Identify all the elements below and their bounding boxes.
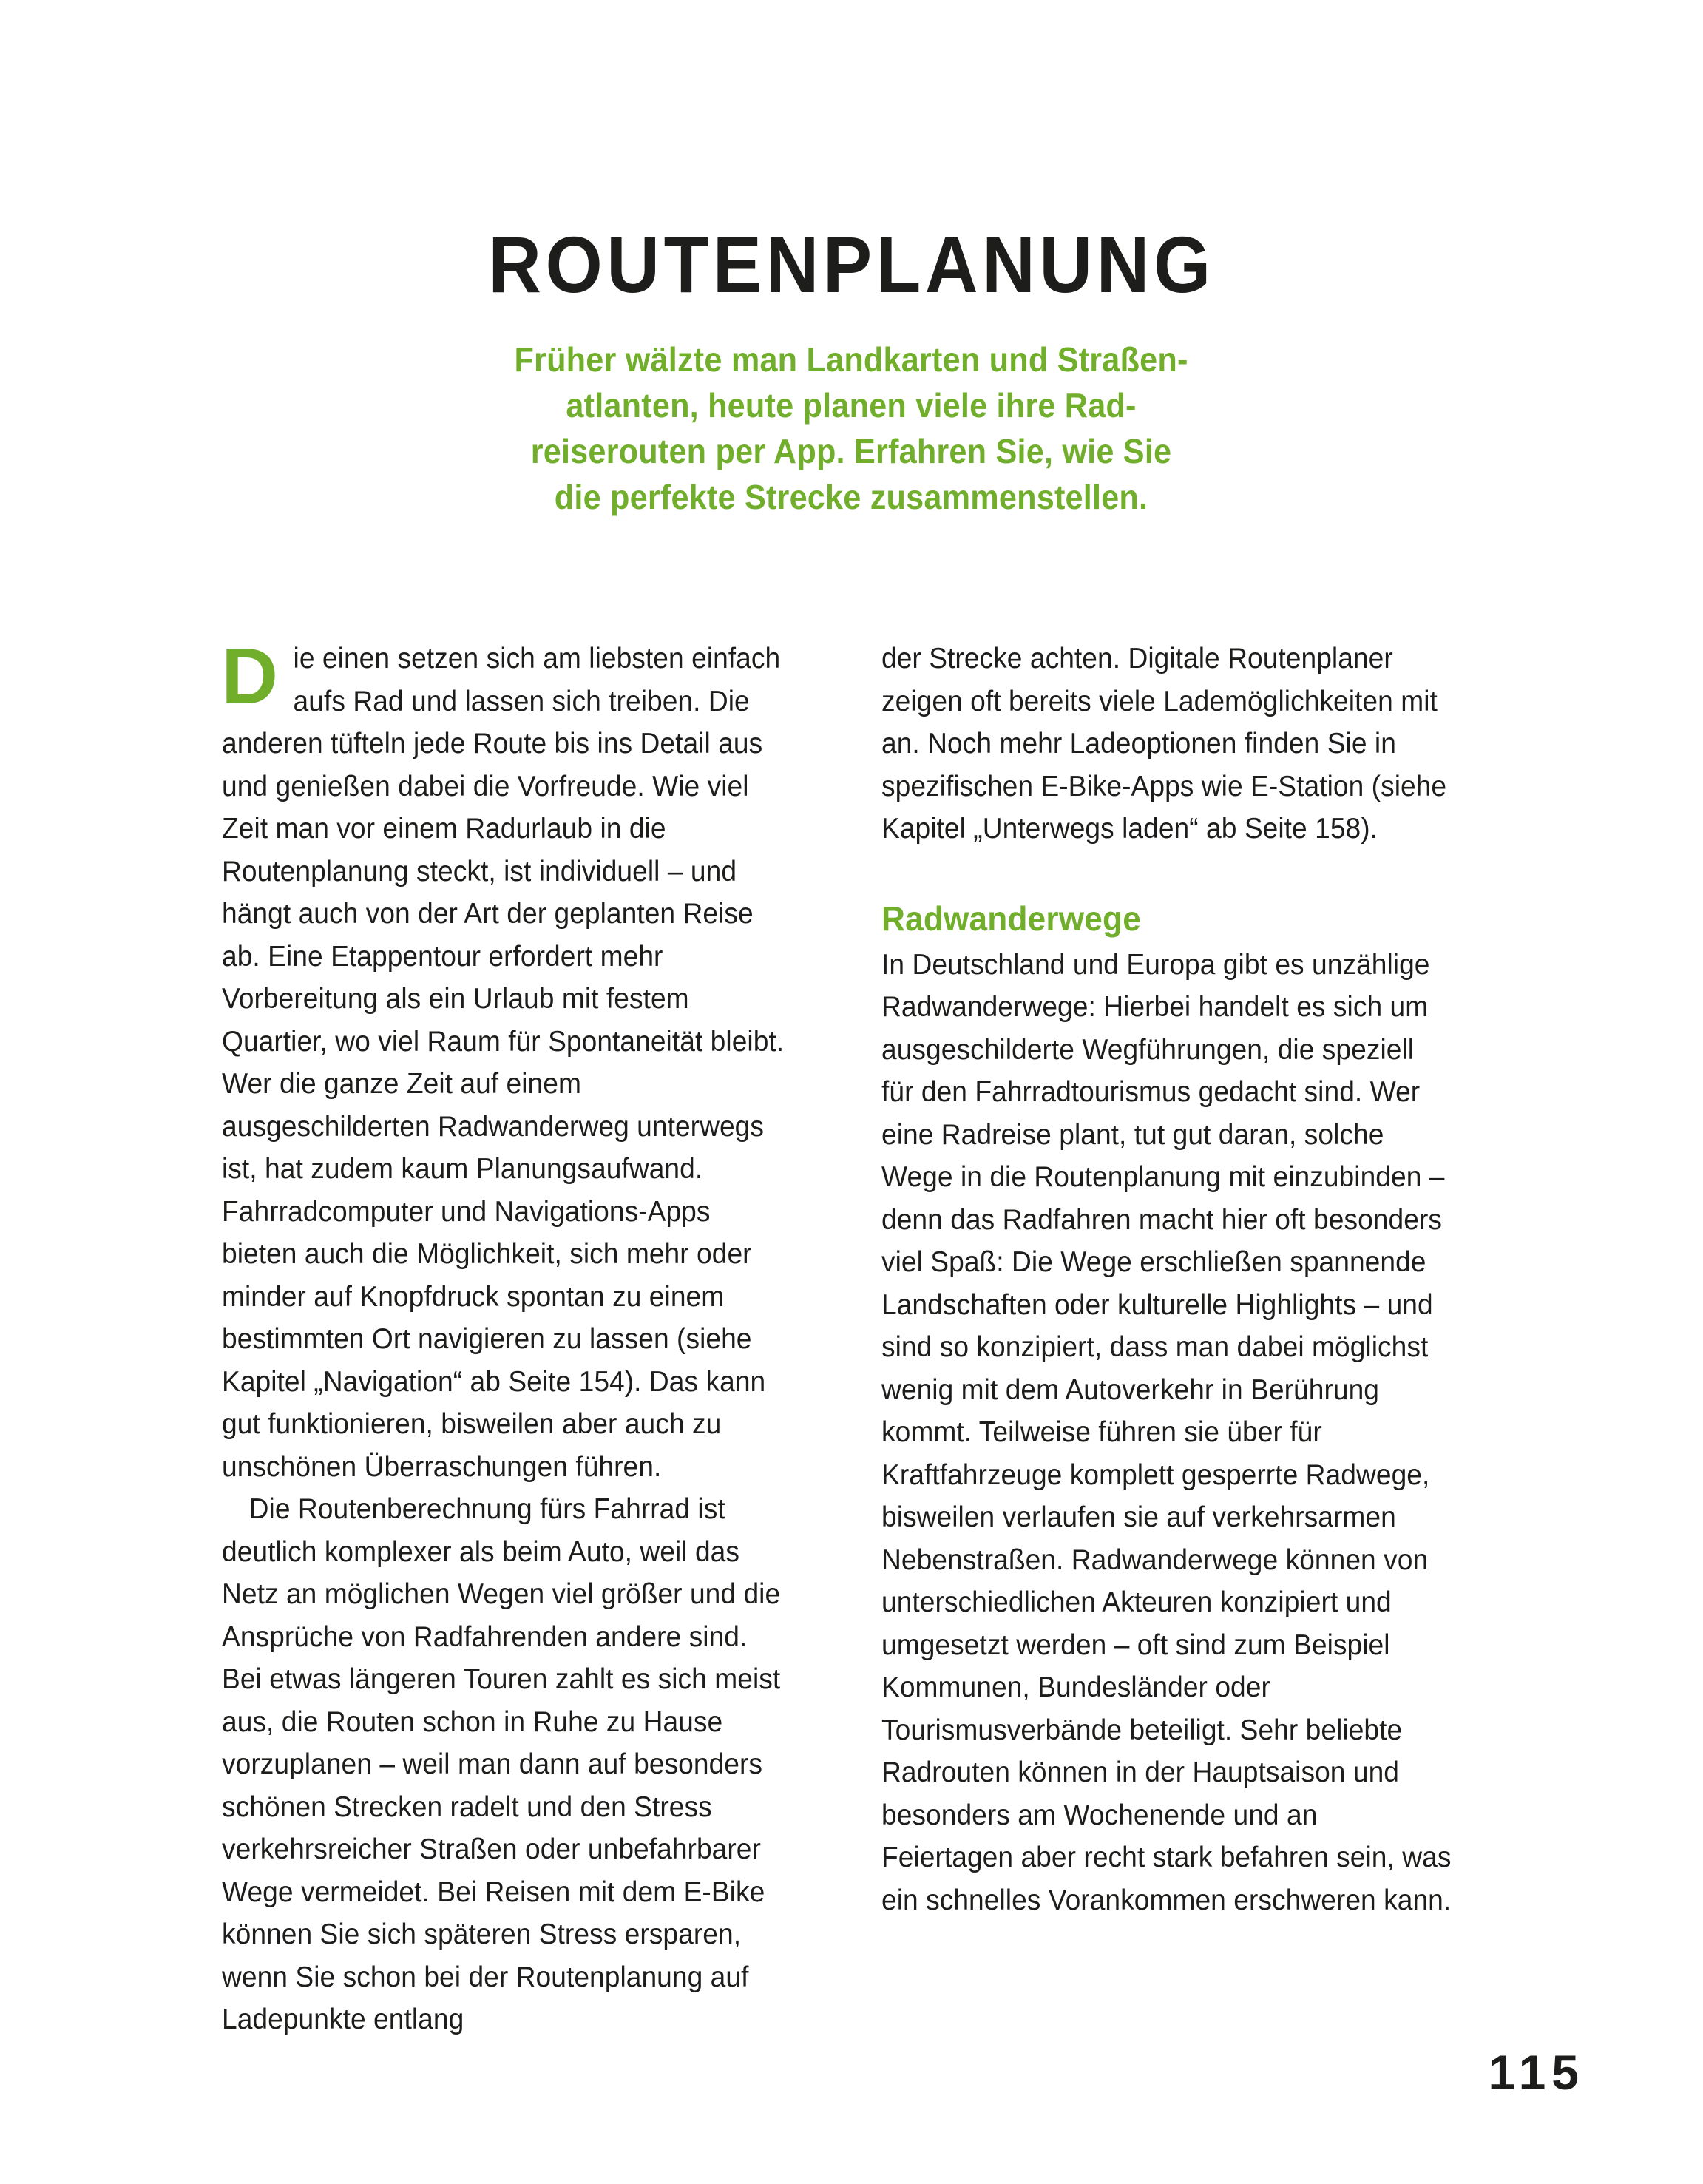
paragraph-text: ie einen setzen sich am liebsten einfach aufs Rad und lassen sich treiben. Die anderen tüfteln jede Route bis ins Detail aus und genießen dabei die Vorfreude. Wie viel Zeit man vor einem Radurlaub in die Routenplanung steckt, ist individuell – und hängt auch von der Art der geplanten Reise ab. Eine Etappentour erfordert mehr Vorbereitung als ein Urlaub mit festem Quartier, wo viel Raum für Spontaneität bleibt. Wer die ganze Zeit auf einem ausgeschilderten Radwanderweg unterwegs ist, hat zudem kaum Planungsaufwand. Fahrradcomputer und Navigations-Apps bieten auch die Möglichkeit, sich mehr oder minder auf Knopfdruck spontan zu einem bestimmten Ort navigieren zu lassen (siehe Kapitel „Navigation“ ab Seite 154). Das kann gut funktionieren, bisweilen aber auch zu unschönen Überraschungen führen.	[222, 643, 785, 1483]
page-title: ROUTENPLANUNG	[488, 220, 1215, 310]
paragraph	[221, 631, 793, 1488]
article-body	[221, 631, 1473, 2035]
standfirst-line: Früher wälzte man Landkarten und Straßen-	[514, 340, 1188, 379]
standfirst-line: reiserouten per App. Erfahren Sie, wie Sie	[530, 432, 1172, 470]
column-right	[881, 638, 1473, 1921]
standfirst	[334, 337, 1369, 520]
column-left	[221, 631, 813, 2041]
drop-cap: D	[221, 631, 279, 720]
section-heading: Radwanderwege	[881, 899, 1141, 938]
standfirst-line: die perfekte Strecke zusammenstellen.	[554, 478, 1148, 516]
paragraph: der Strecke achten. Digitale Routenplaner zeigen oft bereits viele Lademöglichkeiten mit an. Noch mehr Ladeoptionen finden Sie in spezifischen E-Bike-Apps wie E-Station (siehe Kapitel „Unterwegs laden“ ab Seite 158).	[881, 643, 1447, 845]
paragraph: Die Routenberechnung fürs Fahrrad ist deutlich komplexer als beim Auto, weil das Netz an möglichen Wegen viel größer und die Ansprüche von Radfahrenden andere sind. Bei etwas längeren Touren zahlt es sich meist aus, die Routen schon in Ruhe zu Hause vorzuplanen – weil man dann auf besonders schönen Strecken radelt und den Stress verkehrsreicher Straßen oder unbefahrbarer Wege vermeidet. Bei Reisen mit dem E-Bike können Sie sich späteren Stress ersparen, wenn Sie schon bei der Routenplanung auf Ladepunkte entlang	[222, 1493, 781, 2035]
standfirst-line: atlanten, heute planen viele ihre Rad-	[566, 386, 1137, 425]
paragraph: In Deutschland und Europa gibt es unzählige Radwanderwege: Hierbei handelt es sich um ausgeschilderte Wegführungen, die speziell für den Fahrradtourismus gedacht sind. Wer eine Radreise plant, tut gut daran, solche Wege in die Routenplanung mit einzubinden – denn das Radfahren macht hier oft besonders viel Spaß: Die Wege erschließen spannende Landschaften oder kulturelle Highlights – und sind so konzipiert, dass man dabei möglichst wenig mit dem Autoverkehr in Berührung kommt. Teilweise führen sie über für Kraftfahrzeuge komplett gesperrte Radwege, bisweilen verlaufen sie auf verkehrsarmen Nebenstraßen. Radwanderwege können von unterschiedlichen Akteuren konzipiert und umgesetzt werden – oft sind zum Beispiel Kommunen, Bundesländer oder Tourismusverbände beteiligt. Sehr beliebte Radrouten können in der Hauptsaison und besonders am Wochenende und an Feiertagen aber recht stark befahren sein, was ein schnelles Vorankommen erschweren kann.	[881, 948, 1452, 1916]
page-number: 115	[1488, 2045, 1585, 2100]
